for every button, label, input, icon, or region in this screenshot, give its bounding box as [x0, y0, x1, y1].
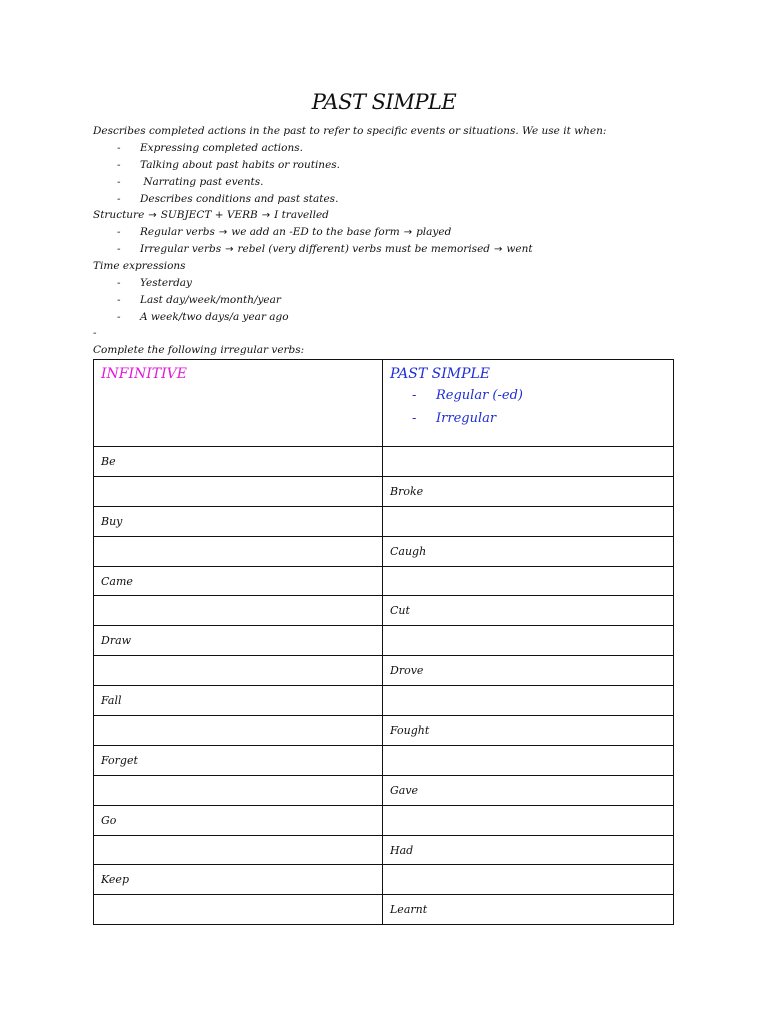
table-header-row: [94, 360, 674, 447]
past-simple-cell[interactable]: [383, 447, 674, 477]
past-simple-cell[interactable]: Gave: [383, 775, 674, 805]
past-simple-cell[interactable]: [383, 506, 674, 536]
verb-rows: [94, 447, 674, 925]
bullet-dash: -: [117, 142, 121, 154]
time-item-text: Yesterday: [140, 277, 192, 289]
use-item-text: Talking about past habits or routines.: [140, 159, 341, 171]
infinitive-cell[interactable]: [94, 716, 383, 746]
rule-example: played: [416, 226, 452, 238]
infinitive-cell[interactable]: [94, 895, 383, 925]
infinitive-cell[interactable]: Go: [94, 805, 383, 835]
header-infinitive: INFINITIVE: [101, 366, 188, 382]
infinitive-cell[interactable]: Forget: [94, 745, 383, 775]
structure-example: I travelled: [274, 209, 329, 221]
infinitive-cell[interactable]: [94, 476, 383, 506]
table-row: [94, 686, 674, 716]
bullet-dash: -: [117, 311, 121, 323]
bullet-dash: -: [117, 277, 121, 289]
time-expressions-label: Time expressions: [93, 260, 186, 272]
infinitive-cell[interactable]: [94, 656, 383, 686]
lone-dash: -: [93, 327, 97, 339]
rule-desc: we add an -ED to the base form: [231, 226, 400, 238]
infinitive-cell[interactable]: Draw: [94, 626, 383, 656]
time-item-text: Last day/week/month/year: [140, 294, 281, 306]
structure-line: [93, 208, 329, 223]
page-title: PAST SIMPLE: [311, 90, 457, 114]
table-row: [94, 626, 674, 656]
past-simple-cell[interactable]: Fought: [383, 716, 674, 746]
time-item-text: A week/two days/a year ago: [140, 311, 289, 323]
rule-label: Regular verbs: [140, 226, 215, 238]
rule-label: Irregular verbs: [140, 243, 222, 255]
past-sub-item: [390, 407, 673, 430]
bullet-dash: -: [412, 411, 417, 426]
intro-text: Describes completed actions in the past to refer to specific events or situations. We use it when:: [93, 125, 607, 137]
infinitive-cell[interactable]: Keep: [94, 865, 383, 895]
header-cell-past: [383, 360, 674, 447]
infinitive-cell[interactable]: Came: [94, 566, 383, 596]
infinitive-cell[interactable]: Buy: [94, 506, 383, 536]
use-item-text: Expressing completed actions.: [140, 142, 303, 154]
table-row: [94, 447, 674, 477]
table-row: [94, 566, 674, 596]
bullet-dash: -: [117, 193, 121, 205]
arrow-icon: →: [218, 227, 228, 238]
bullet-dash: -: [117, 294, 121, 306]
table-row: [94, 536, 674, 566]
arrow-icon: →: [148, 210, 157, 221]
table-row: [94, 596, 674, 626]
verbs-table: [93, 359, 674, 925]
bullet-dash: -: [117, 243, 121, 255]
past-simple-cell[interactable]: Cut: [383, 596, 674, 626]
past-simple-cell[interactable]: [383, 805, 674, 835]
past-simple-cell[interactable]: [383, 626, 674, 656]
table-row: [94, 745, 674, 775]
rule-text: [140, 242, 533, 257]
past-simple-cell[interactable]: [383, 566, 674, 596]
table-row: [94, 476, 674, 506]
instruction-text: Complete the following irregular verbs:: [93, 344, 305, 356]
table-row: [94, 506, 674, 536]
table-row: [94, 865, 674, 895]
structure-formula: SUBJECT + VERB: [160, 209, 258, 221]
rule-text: [140, 225, 451, 240]
past-simple-cell[interactable]: Caugh: [383, 536, 674, 566]
past-simple-cell[interactable]: [383, 745, 674, 775]
infinitive-cell[interactable]: [94, 596, 383, 626]
past-simple-cell[interactable]: Had: [383, 835, 674, 865]
arrow-icon: →: [261, 210, 271, 221]
infinitive-cell[interactable]: Fall: [94, 686, 383, 716]
bullet-dash: -: [412, 388, 417, 403]
past-simple-cell[interactable]: Drove: [383, 656, 674, 686]
header-cell-infinitive: [94, 360, 383, 447]
arrow-icon: →: [494, 244, 503, 255]
table-row: [94, 716, 674, 746]
infinitive-cell[interactable]: [94, 775, 383, 805]
table-row: [94, 775, 674, 805]
past-simple-cell[interactable]: [383, 865, 674, 895]
header-past-simple: PAST SIMPLE: [390, 366, 491, 382]
past-simple-cell[interactable]: [383, 686, 674, 716]
past-sub-irregular: Irregular: [436, 411, 497, 426]
infinitive-cell[interactable]: Be: [94, 447, 383, 477]
past-sub-item: [390, 384, 673, 407]
structure-label: Structure: [93, 209, 145, 221]
table-row: [94, 895, 674, 925]
rule-desc: rebel (very different) verbs must be memorised: [237, 243, 491, 255]
past-sub-regular: Regular (-ed): [436, 388, 523, 403]
infinitive-cell[interactable]: [94, 835, 383, 865]
use-item-text: Narrating past events.: [140, 176, 264, 188]
past-simple-cell[interactable]: Learnt: [383, 895, 674, 925]
arrow-icon: →: [403, 227, 413, 238]
bullet-dash: -: [117, 176, 121, 188]
table-row: [94, 656, 674, 686]
table-row: [94, 835, 674, 865]
table-row: [94, 805, 674, 835]
bullet-dash: -: [117, 159, 121, 171]
bullet-dash: -: [117, 226, 121, 238]
arrow-icon: →: [225, 244, 234, 255]
rule-example: went: [506, 243, 533, 255]
infinitive-cell[interactable]: [94, 536, 383, 566]
use-item-text: Describes conditions and past states.: [140, 193, 339, 205]
past-simple-cell[interactable]: Broke: [383, 476, 674, 506]
